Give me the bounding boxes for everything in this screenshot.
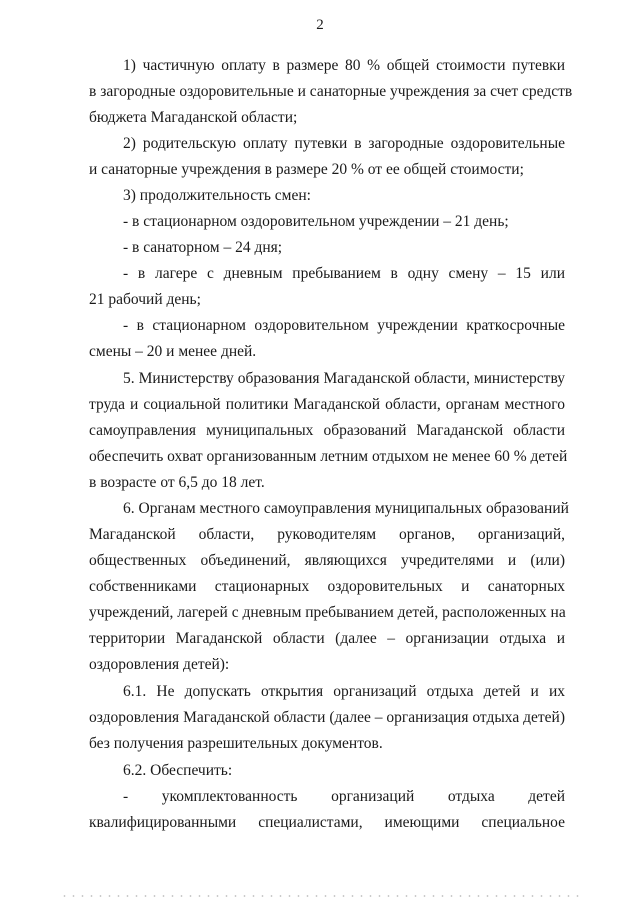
list-item-stationary: - в стационарном оздоровительном учреждении – 21 день; <box>123 213 509 230</box>
paragraph-3-line-1: 3) продолжительность смен: <box>123 187 311 204</box>
paragraph-6-line-6: территории Магаданской области (далее – организации отдыха и <box>89 630 565 647</box>
list-item-short-shifts-line-2: смены – 20 и менее дней. <box>89 343 257 360</box>
list-item-day-camp-line-1: - в лагере с дневным пребыванием в одну смену – 15 или <box>123 265 565 282</box>
paragraph-1-line-1: 1) частичную оплату в размере 80 % общей стоимости путевки <box>123 57 565 74</box>
paragraph-6-2-line-1: 6.2. Обеспечить: <box>123 762 233 779</box>
paragraph-6-1-line-3: без получения разрешительных документов. <box>89 735 383 752</box>
paragraph-2-line-1: 2) родительскую оплату путевки в загородные оздоровительные <box>123 135 565 152</box>
paragraph-6-line-4: собственниками стационарных оздоровительных и санаторных <box>89 578 565 595</box>
paragraph-6-line-5: учреждений, лагерей с дневным пребыванием детей, расположенных на <box>89 604 566 621</box>
paragraph-6-line-7: оздоровления детей): <box>89 656 230 673</box>
paragraph-5-line-4: обеспечить охват организованным летним отдыхом не менее 60 % детей <box>89 448 568 465</box>
list-item-day-camp-line-2: 21 рабочий день; <box>89 291 201 308</box>
paragraph-1-line-2: в загородные оздоровительные и санаторные учреждения за счет средств <box>89 83 573 100</box>
paragraph-5-line-1: 5. Министерству образования Магаданской области, министерству <box>123 370 565 387</box>
paragraph-6-line-1: 6. Органам местного самоуправления муниципальных образований <box>123 500 569 517</box>
paragraph-6-2-list-line-2: квалифицированными специалистами, имеющими специальное <box>89 814 565 831</box>
paragraph-5-line-3: самоуправления муниципальных образований Магаданской области <box>89 422 565 439</box>
paragraph-6-line-3: общественных объединений, являющихся учредителями и (или) <box>89 552 565 569</box>
paragraph-1-line-3: бюджета Магаданской области; <box>89 109 298 126</box>
paragraph-2-line-2: и санаторные учреждения в размере 20 % от ее общей стоимости; <box>89 161 524 178</box>
page-number: 2 <box>316 17 324 33</box>
paragraph-6-1-line-1: 6.1. Не допускать открытия организаций отдыха детей и их <box>123 683 565 700</box>
paragraph-6-line-2: Магаданской области, руководителям органов, организаций, <box>89 526 565 543</box>
list-item-sanatorium: - в санаторном – 24 дня; <box>123 239 283 256</box>
list-item-short-shifts-line-1: - в стационарном оздоровительном учреждении краткосрочные <box>123 317 565 334</box>
paragraph-6-1-line-2: оздоровления Магаданской области (далее – организация отдыха детей) <box>89 709 565 726</box>
paragraph-6-2-list-line-1: - укомплектованность организаций отдыха детей <box>123 788 565 805</box>
paragraph-5-line-2: труда и социальной политики Магаданской области, органам местного <box>89 396 565 413</box>
scan-noise-divider <box>60 893 580 899</box>
paragraph-5-line-5: в возрасте от 6,5 до 18 лет. <box>89 474 265 491</box>
